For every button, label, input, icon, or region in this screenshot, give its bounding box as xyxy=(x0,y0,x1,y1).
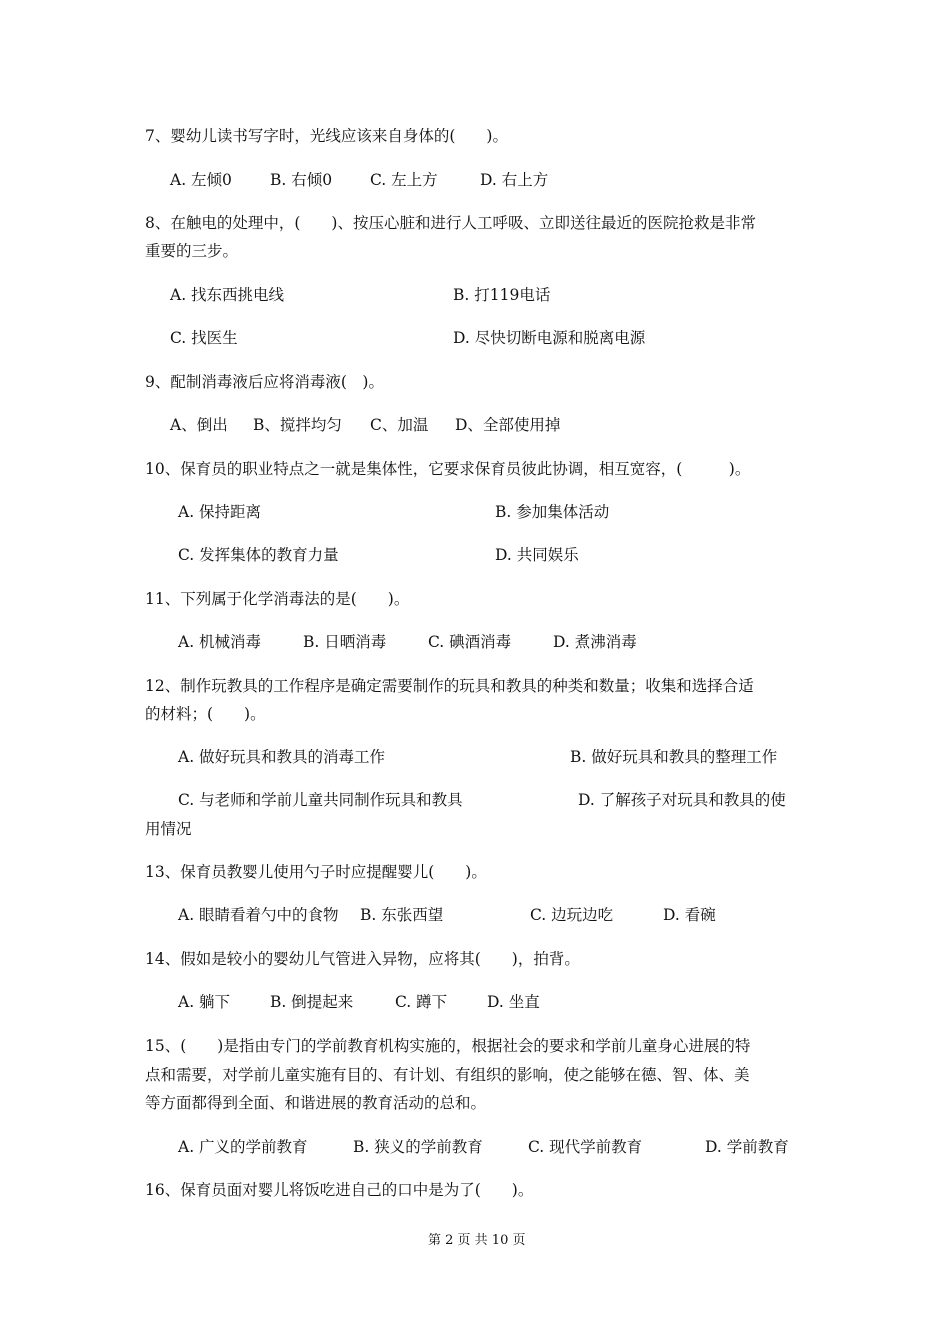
question-7-option-c: C. 左上方 xyxy=(370,171,438,189)
question-13-option-a: A. 眼睛看着勺中的食物 xyxy=(178,906,339,924)
question-15-stem-line-1: 15、( )是指由专门的学前教育机构实施的，根据社会的要求和学前儿童身心进展的特 xyxy=(145,1037,751,1055)
question-11-option-d: D. 煮沸消毒 xyxy=(553,633,637,651)
question-9-option-d: D、全部使用掉 xyxy=(455,416,561,434)
question-14-option-c: C. 蹲下 xyxy=(395,993,448,1011)
question-16-stem: 16、保育员面对婴儿将饭吃进自己的口中是为了( )。 xyxy=(145,1181,534,1199)
question-12-option-d-continued: 用情况 xyxy=(145,820,192,838)
question-11-option-b: B. 日晒消毒 xyxy=(303,633,387,651)
question-14-option-d: D. 坐直 xyxy=(487,993,540,1011)
question-11-option-a: A. 机械消毒 xyxy=(178,633,262,651)
question-8-stem-line-2: 重要的三步。 xyxy=(145,242,239,260)
question-8-option-c: C. 找医生 xyxy=(170,329,238,347)
question-8-stem-line-1: 8、在触电的处理中，( )、按压心脏和进行人工呼吸、立即送往最近的医院抢救是非常 xyxy=(145,214,756,232)
question-13-stem: 13、保育员教婴儿使用勺子时应提醒婴儿( )。 xyxy=(145,863,487,881)
question-7-option-d: D. 右上方 xyxy=(480,171,549,189)
question-13-option-c: C. 边玩边吃 xyxy=(530,906,614,924)
question-11-stem: 11、下列属于化学消毒法的是( )。 xyxy=(145,590,410,608)
question-9-stem: 9、配制消毒液后应将消毒液( )。 xyxy=(145,373,384,391)
page-footer: 第 2 页 共 10 页 xyxy=(428,1233,526,1248)
question-12-option-b: B. 做好玩具和教具的整理工作 xyxy=(570,748,778,766)
question-12-option-c: C. 与老师和学前儿童共同制作玩具和教具 xyxy=(178,791,463,809)
question-10-option-d: D. 共同娱乐 xyxy=(495,546,579,564)
question-15-option-a: A. 广义的学前教育 xyxy=(178,1138,308,1156)
question-9-option-b: B、搅拌均匀 xyxy=(253,416,342,434)
question-9-option-c: C、加温 xyxy=(370,416,429,434)
question-13-option-b: B. 东张西望 xyxy=(360,906,444,924)
question-12-option-d: D. 了解孩子对玩具和教具的使 xyxy=(578,791,786,809)
question-12-option-a: A. 做好玩具和教具的消毒工作 xyxy=(178,748,386,766)
question-12-stem-line-2: 的材料；( )。 xyxy=(145,705,266,723)
question-7-stem: 7、婴幼儿读书写字时，光线应该来自身体的( )。 xyxy=(145,127,508,145)
question-14-option-a: A. 躺下 xyxy=(178,993,231,1011)
question-15-stem-line-2: 点和需要，对学前儿童实施有目的、有计划、有组织的影响，使之能够在德、智、体、美 xyxy=(145,1066,750,1084)
question-10-option-b: B. 参加集体活动 xyxy=(495,503,610,521)
question-10-stem: 10、保育员的职业特点之一就是集体性，它要求保育员彼此协调，相互宽容，( )。 xyxy=(145,460,751,478)
question-7-option-b: B. 右倾0 xyxy=(270,171,333,189)
question-10-option-c: C. 发挥集体的教育力量 xyxy=(178,546,339,564)
question-14-stem: 14、假如是较小的婴幼儿气管进入异物，应将其( )，拍背。 xyxy=(145,950,580,968)
question-8-option-b: B. 打119电话 xyxy=(453,286,551,304)
question-15-option-b: B. 狭义的学前教育 xyxy=(353,1138,483,1156)
question-13-option-d: D. 看碗 xyxy=(663,906,716,924)
question-14-option-b: B. 倒提起来 xyxy=(270,993,354,1011)
question-8-option-a: A. 找东西挑电线 xyxy=(170,286,285,304)
question-8-option-d: D. 尽快切断电源和脱离电源 xyxy=(453,329,646,347)
question-11-option-c: C. 碘酒消毒 xyxy=(428,633,512,651)
question-15-option-d: D. 学前教育 xyxy=(705,1138,789,1156)
question-12-stem-line-1: 12、制作玩教具的工作程序是确定需要制作的玩具和教具的种类和数量；收集和选择合适 xyxy=(145,677,754,695)
question-15-stem-line-3: 等方面都得到全面、和谐进展的教育活动的总和。 xyxy=(145,1094,487,1112)
question-10-option-a: A. 保持距离 xyxy=(178,503,262,521)
question-15-option-c: C. 现代学前教育 xyxy=(528,1138,643,1156)
question-9-option-a: A、倒出 xyxy=(170,416,228,434)
question-7-option-a: A. 左倾0 xyxy=(170,171,232,189)
